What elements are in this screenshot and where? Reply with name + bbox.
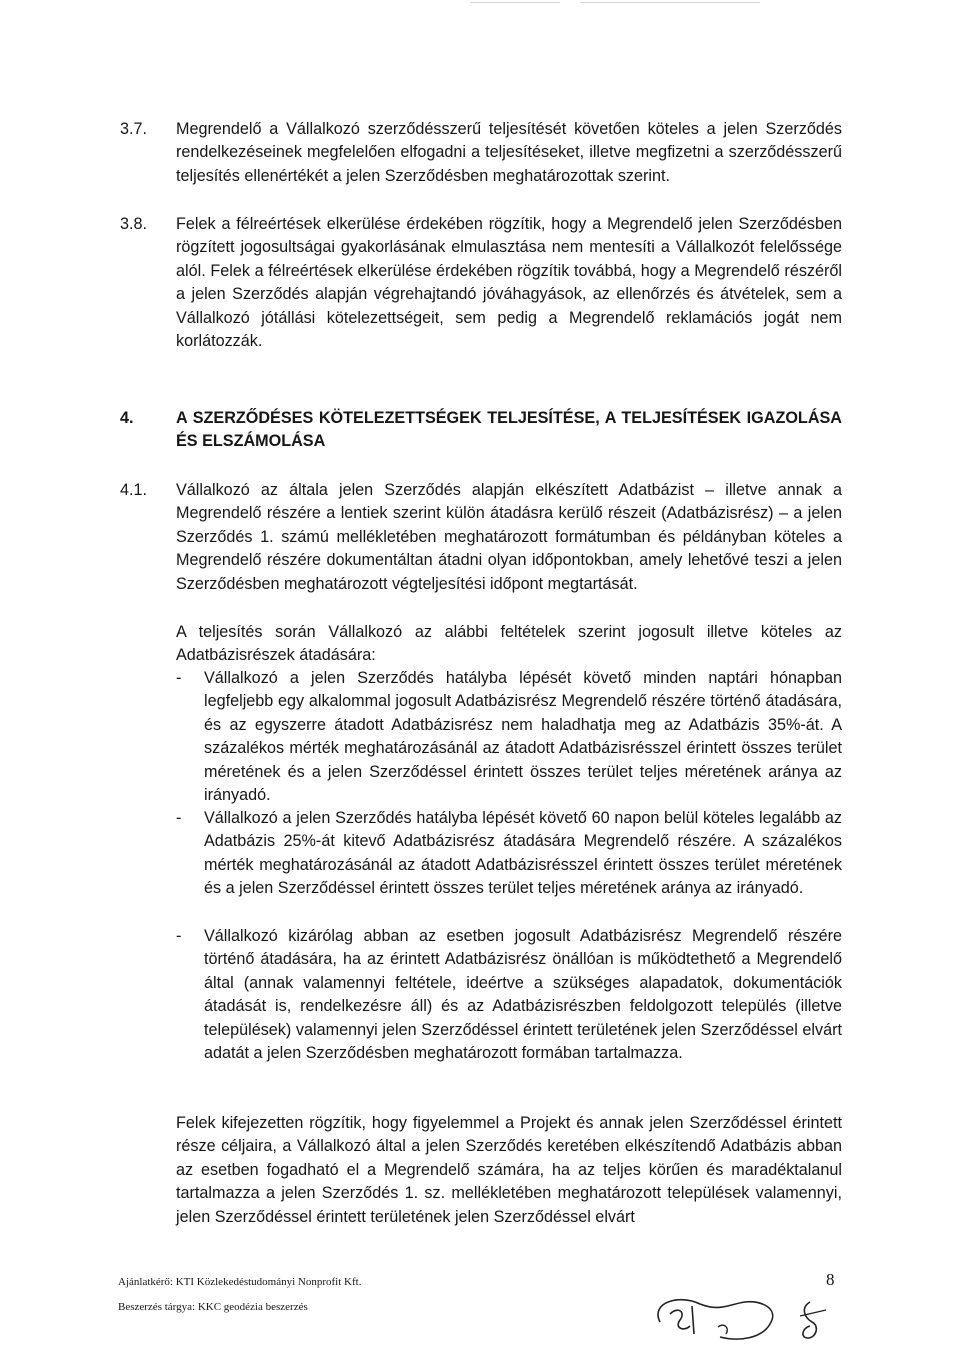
- bullet-text: Vállalkozó a jelen Szerződés hatályba lépését követő minden naptári hónapban legfeljebb egy alkalommal jogosult Adatbázisrész Megrendelő részére történő átadására, és az egyszerre átadott Adatbázisrész nem haladhatja meg az Adatbázis 35%-át. A százalékos mérték meghatározásánál az átadott Adatbázisrésszel érintett összes terület méretének és a jelen Szerződéssel érintett összes terület teljes méretének aránya az irányadó.: [204, 669, 842, 805]
- closing-paragraph: Felek kifejezetten rögzítik, hogy figyelemmel a Projekt és annak jelen Szerződéssel érintett része céljaira, a Vállalkozó által a jelen Szerződés keretében elkészítendő Adatbázis abban az esetben fogadható el a Megrendelő számára, ha az teljes körűen és maradéktalanul tartalmazza a jelen Szerződés 1. sz. mellékletében meghatározott települések valamennyi, jelen Szerződéssel érintett területének jelen Szerződéssel elvárt: [176, 1114, 842, 1226]
- bullet-dash: -: [176, 927, 182, 945]
- conditions-intro: A teljesítés során Vállalkozó az alábbi feltételek szerint jogosult illetve köteles az Adatbázisrészek átadására:: [176, 623, 842, 665]
- section-4-number: 4.: [120, 409, 134, 427]
- section-4-1-number: 4.1.: [120, 481, 148, 499]
- section-4-heading: A SZERZŐDÉSES KÖTELEZETTSÉGEK TELJESÍTÉSE, A TELJESÍTÉSEK IGAZOLÁSA ÉS ELSZÁMOLÁSA: [176, 409, 842, 451]
- section-3-7-number: 3.7.: [120, 120, 148, 138]
- page-number: 8: [826, 1270, 835, 1289]
- section-4-1-text: Vállalkozó az általa jelen Szerződés alapján elkészített Adatbázist – illetve annak a Megrendelő részére a lentiek szerint külön átadásra kerülő részeit (Adatbázisrész) – a jelen Szerződés 1. számú mellékletében meghatározott formátumban és példányban köteles a Megrendelő részére dokumentáltan átadni olyan időpontokban, amely lehetővé teszi a jelen Szerződésben meghatározott végteljesítési időpont megtartását.: [176, 481, 842, 593]
- section-3-7-text: Megrendelő a Vállalkozó szerződésszerű teljesítését követően köteles a jelen Szerződés rendelkezéseinek megfelelően elfogadni a teljesítéseket, illetve megfizetni a szerződésszerű teljesítés ellenértékét a jelen Szerződésben meghatározottak szerint.: [176, 120, 842, 185]
- bullet-text: Vállalkozó a jelen Szerződés hatályba lépését követő 60 napon belül köteles legalább az Adatbázis 25%-át kitevő Adatbázisrész átadására Megrendelő részére. A százalékos mérték meghatározásánál az átadott Adatbázisrésszel érintett összes terület méretének és a jelen Szerződéssel érintett összes terület teljes méretének aránya az irányadó.: [204, 809, 842, 898]
- bullet-dash: -: [176, 809, 182, 827]
- section-3-8-text: Felek a félreértések elkerülése érdekében rögzítik, hogy a Megrendelő jelen Szerződésben rögzített jogosultságai gyakorlásának elmulasztása nem mentesíti a Vállalkozót felelőssége alól. Felek a félreértések elkerülése érdekében rögzítik továbbá, hogy a Megrendelő részéről a jelen Szerződés alapján végrehajtandó jóváhagyások, az ellenőrzés és átvételek, sem a Vállalkozó jótállási kötelezettségeit, sem pedig a Megrendelő reklamációs jogát nem korlátozzák.: [176, 215, 842, 351]
- section-3-8-number: 3.8.: [120, 215, 148, 233]
- footer-requester: Ajánlatkérő: KTI Közlekedéstudományi Nonprofit Kft.: [118, 1276, 362, 1288]
- scan-artifact-line: [470, 2, 560, 3]
- bullet-text: Vállalkozó kizárólag abban az esetben jogosult Adatbázisrész Megrendelő részére történő átadására, ha az érintett Adatbázisrész önállóan is működtethető a Megrendelő által (annak valamennyi feltétele, ideértve a szükséges alapadatok, dokumentációk átadását is, rendelkezésre áll) és az Adatbázisrészben feldolgozott település (illetve települések) valamennyi jelen Szerződéssel érintett területének jelen Szerződéssel elvárt adatát a jelen Szerződésben meghatározott formában tartalmazza.: [204, 927, 842, 1063]
- bullet-dash: -: [176, 669, 182, 687]
- scan-artifact-line: [580, 2, 760, 3]
- handwritten-initials: [640, 1282, 840, 1352]
- footer-subject: Beszerzés tárgya: KKC geodézia beszerzés: [118, 1301, 308, 1313]
